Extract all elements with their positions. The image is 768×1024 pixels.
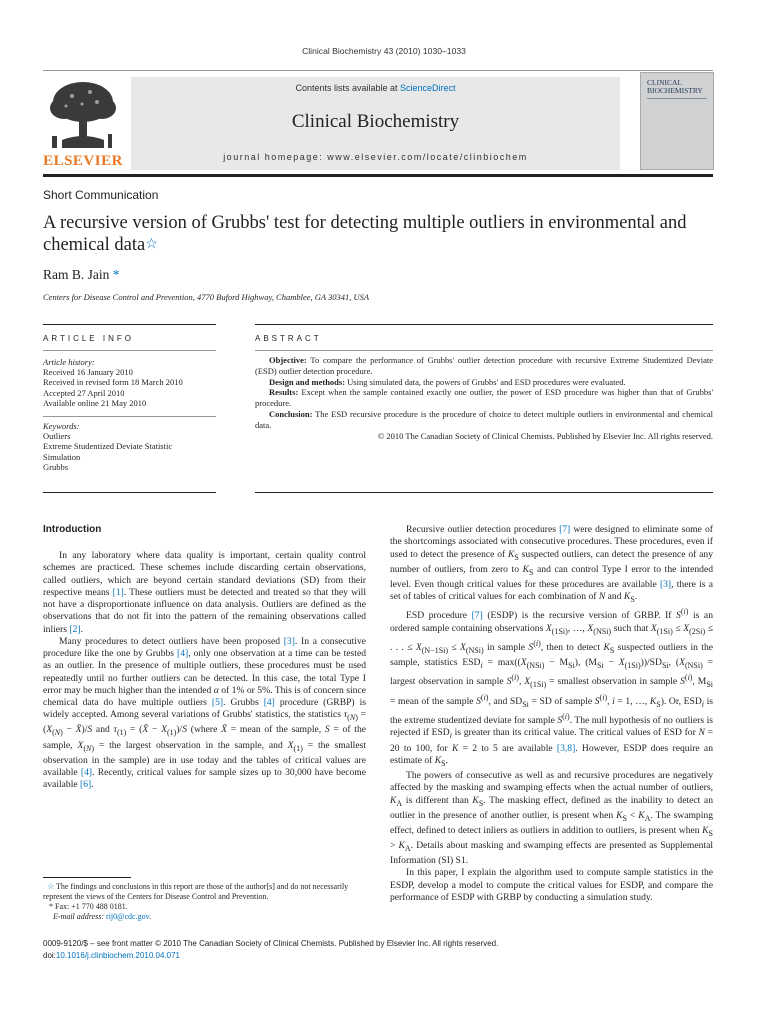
keywords-label: Keywords: [43,421,80,432]
abstract [255,355,713,441]
footer-copyright: 0009-9120/$ – see front matter © 2010 The Canadian Society of Clinical Chemists. Published by Elsevier Inc. All rights reserved. [43,939,499,948]
cover-divider [647,98,707,99]
info-divider [43,416,216,417]
footnote-disclaimer-text: The findings and conclusions in this report are those of the author[s] and do not necessarily represent the views of the Centers for Disease Control and Prevention. [43,882,349,901]
abstract-design [255,377,713,388]
sciencedirect-link[interactable]: ScienceDirect [400,83,456,93]
info-top-rule [43,324,216,325]
abstract-results [255,387,713,409]
footnotes [43,882,373,922]
info-bottom-rule [43,492,216,493]
page-footer [43,938,498,962]
author-name: Ram B. Jain [43,267,110,282]
contents-line [131,83,620,93]
author-footnote-mark[interactable]: * [112,267,120,282]
results-text: Except when the sample contained exactly one outlier, the power of ESD procedure was higher than that of Grubbs' procedure. [255,387,713,409]
right-column-body [390,524,713,904]
section-heading-introduction: Introduction [43,524,102,535]
abstract-top-rule [255,324,713,325]
abstract-heading: ABSTRACT [255,334,322,343]
article-info [43,357,216,472]
footnote-rule [43,877,131,878]
design-text: Using simulated data, the powers of Grubbs' and ESD procedures were evaluated. [345,376,626,387]
keyword: Simulation [43,451,81,462]
cover-title [647,79,703,95]
title-footnote-star-icon[interactable]: ☆ [145,237,158,252]
abstract-sub-rule [255,350,713,351]
paragraph: Recursive outlier detection procedures [7] were designed to eliminate some of the shortcomings associated with consecutive procedures. These procedures, even if used to detect the presence of $K_S$ suspected outliers, can detect the presence of any number of outliers, from zero to $K_S$ and can control Type I error to the intended level. Even though critical values for these procedures are available [3], there is a set of tables of critical values for each combination of N and $K_S$. [390,524,713,604]
conclusion-label: Conclusion: [269,408,313,419]
history-item: Available online 21 May 2010 [43,397,147,408]
footnote-disclaimer [43,882,373,902]
email-link[interactable]: rij0@cdc.gov [106,912,150,921]
history-item: Received 16 January 2010 [43,367,133,378]
keyword: Grubbs [43,461,69,472]
elsevier-logo [42,78,124,170]
email-label: E-mail address: [53,912,105,921]
affiliation: Centers for Disease Control and Prevention, 4770 Buford Highway, Chamblee, GA 30341, USA [43,292,370,302]
info-sub-rule [43,350,216,351]
keyword: Outliers [43,431,71,442]
cover-title-line2: BIOCHEMISTRY [647,86,703,95]
article-title [43,212,715,256]
abstract-bottom-rule [255,492,713,493]
footnote-fax [43,902,373,912]
doi-prefix: doi: [43,951,56,960]
elsevier-wordmark: ELSEVIER [43,153,123,169]
contents-prefix: Contents lists available at [295,83,401,93]
keyword: Extreme Studentized Deviate Statistic [43,441,173,452]
cover-title-line1: CLINICAL [647,78,682,87]
journal-masthead [131,77,620,170]
objective-text: To compare the performance of Grubbs' outlier detection procedure with recursive Extreme Studentized Deviate (ESD) outlier detection procedure. [255,355,713,376]
paragraph: In any laboratory where data quality is important, certain quality control schemes are practiced. These schemes include discarding certain observations, called outliers, which are beyond certain standard deviations (SD) from their respective means [1]. These outliers must be detected and treated so that they will not have a disproportionate influence on data analysis. Outliers are defined as the observations that do not fit into the pattern of the remaining observations called inliers [2]. [43,550,366,635]
abstract-copyright: © 2010 The Canadian Society of Clinical Chemists. Published by Elsevier Inc. All rights reserved. [377,430,713,441]
elsevier-tree-icon [42,78,124,152]
footnote-star-icon: ☆ [47,882,55,891]
history-label: Article history: [43,357,95,367]
footnote-asterisk: * [49,902,53,911]
doi-link[interactable]: 10.1016/j.clinbiochem.2010.04.071 [55,951,180,960]
history-item: Received in revised form 18 March 2010 [43,377,183,388]
objective-label: Objective: [269,355,307,365]
journal-homepage[interactable]: journal homepage: www.elsevier.com/locate/clinbiochem [223,152,528,162]
footer-doi [43,950,498,962]
running-header: Clinical Biochemistry 43 (2010) 1030–1033 [302,46,466,56]
footnote-fax-text: Fax: +1 770 488 0181. [55,902,128,911]
journal-cover [640,72,714,170]
abstract-objective [255,355,713,377]
footnote-email: E-mail address: rij0@cdc.gov. [53,912,152,921]
left-column-body [43,550,366,791]
header-rule [43,70,713,71]
design-label: Design and methods: [269,376,346,387]
article-title-text: A recursive version of Grubbs' test for detecting multiple outliers in environmental and chemical data [43,213,687,255]
paragraph: ESD procedure [7] (ESDP) is the recursive version of GRBP. If $S^{(i)}$ is an ordered sample containing observations $X_{(1Si)}$, …, $X_{(NSi)}$ such that $X_{(1Si)} \le X_{(2Si)}$ ≤ . . . ≤ $X_{(N-1Si)} \le X_{(NSi)}$ in sample $S^{(i)}$, then to detect $K_S$ suspected outliers in the sample, statistics $ESD_i = \max((X_{(NSi)} - M_{Si})$, $(M_{Si} - X_{(1Si)}))/SD_{Si}$, ($X_{(NSi)}$ = largest observation in sample $S^{(i)}$, $X_{(1Si)}$ = smallest observation in sample $S^{(i)}$, $M_{Si}$ = mean of the sample $S^{(i)}$, and $SD_{Si}$ = SD of sample $S^{(i)}$, i = 1, …, $K_S$). Or, $ESD_i$ is the extreme studentized deviate for sample $S^{(i)}$. The null hypothesis of no outliers is rejected if $ESD_i$ is greater than its critical value. The critical values of ESD for N = 20 to 100, for K = 2 to 5 are available [3,8]. However, ESDP does require an estimate of $K_S$. [390,607,714,768]
journal-title: Clinical Biochemistry [291,111,460,132]
paragraph: Many procedures to detect outliers have been proposed [3]. In a consecutive procedure like the one by Grubbs [4], only one observation at a time can be tested as an outlier. In the presence of multiple outliers, these procedures must be used repeatedly until no further outliers can be detected. In this case, the total Type I error may be much higher than the intended α of 1% or 5%. This is of concern since chemical data do have multiple outliers [5]. Grubbs [4] procedure (GRBP) is widely accepted. Among several variations of Grubbs' statistics, the statistics $\tau_{(N)} = (X_{(N)}$ − X̄)/S and $\tau_{(1)}$ = (X̄ − $X_{(1)})/S$ (where X̄ = mean of the sample, S = of the sample, $X_{(N)}$ = the largest observation in the sample, and $X_{(1)}$ = the smallest observation in the sample) are in use today and the tables of critical values are available [4]. Recently, critical values for sample sizes up to 30,000 have become available [6]. [43,635,367,791]
paragraph: The powers of consecutive as well as and recursive procedures are negatively affected by the masking and swamping effects when the actual number of outliers, $K_A$ is different than $K_S$. The masking effect, defined as the inability to detect an outlier in the presence of another outlier, is present when $K_S < K_A$. The swamping effect, defined to detect inliers as outliers in addition to outliers, is present when $K_S > K_A$. Details about masking and swamping effects are presented as Supplemental Information (SI) S1. [390,770,713,867]
abstract-conclusion [255,409,713,431]
author [43,267,120,283]
results-label: Results: [269,387,299,398]
paragraph: In this paper, I explain the algorithm used to compute sample statistics in the ESDP, develop a model to compute the critical values for ESDP, and compare the performance of ESDP with GRBP by conducting a simulation study. [390,867,713,903]
history-item: Accepted 27 April 2010 [43,387,125,398]
conclusion-text: The ESD recursive procedure is the procedure of choice to detect multiple outliers in environmental and chemical data. [255,408,713,430]
article-type: Short Communication [43,188,159,202]
masthead-rule [43,174,713,177]
article-info-heading: ARTICLE INFO [43,334,134,343]
